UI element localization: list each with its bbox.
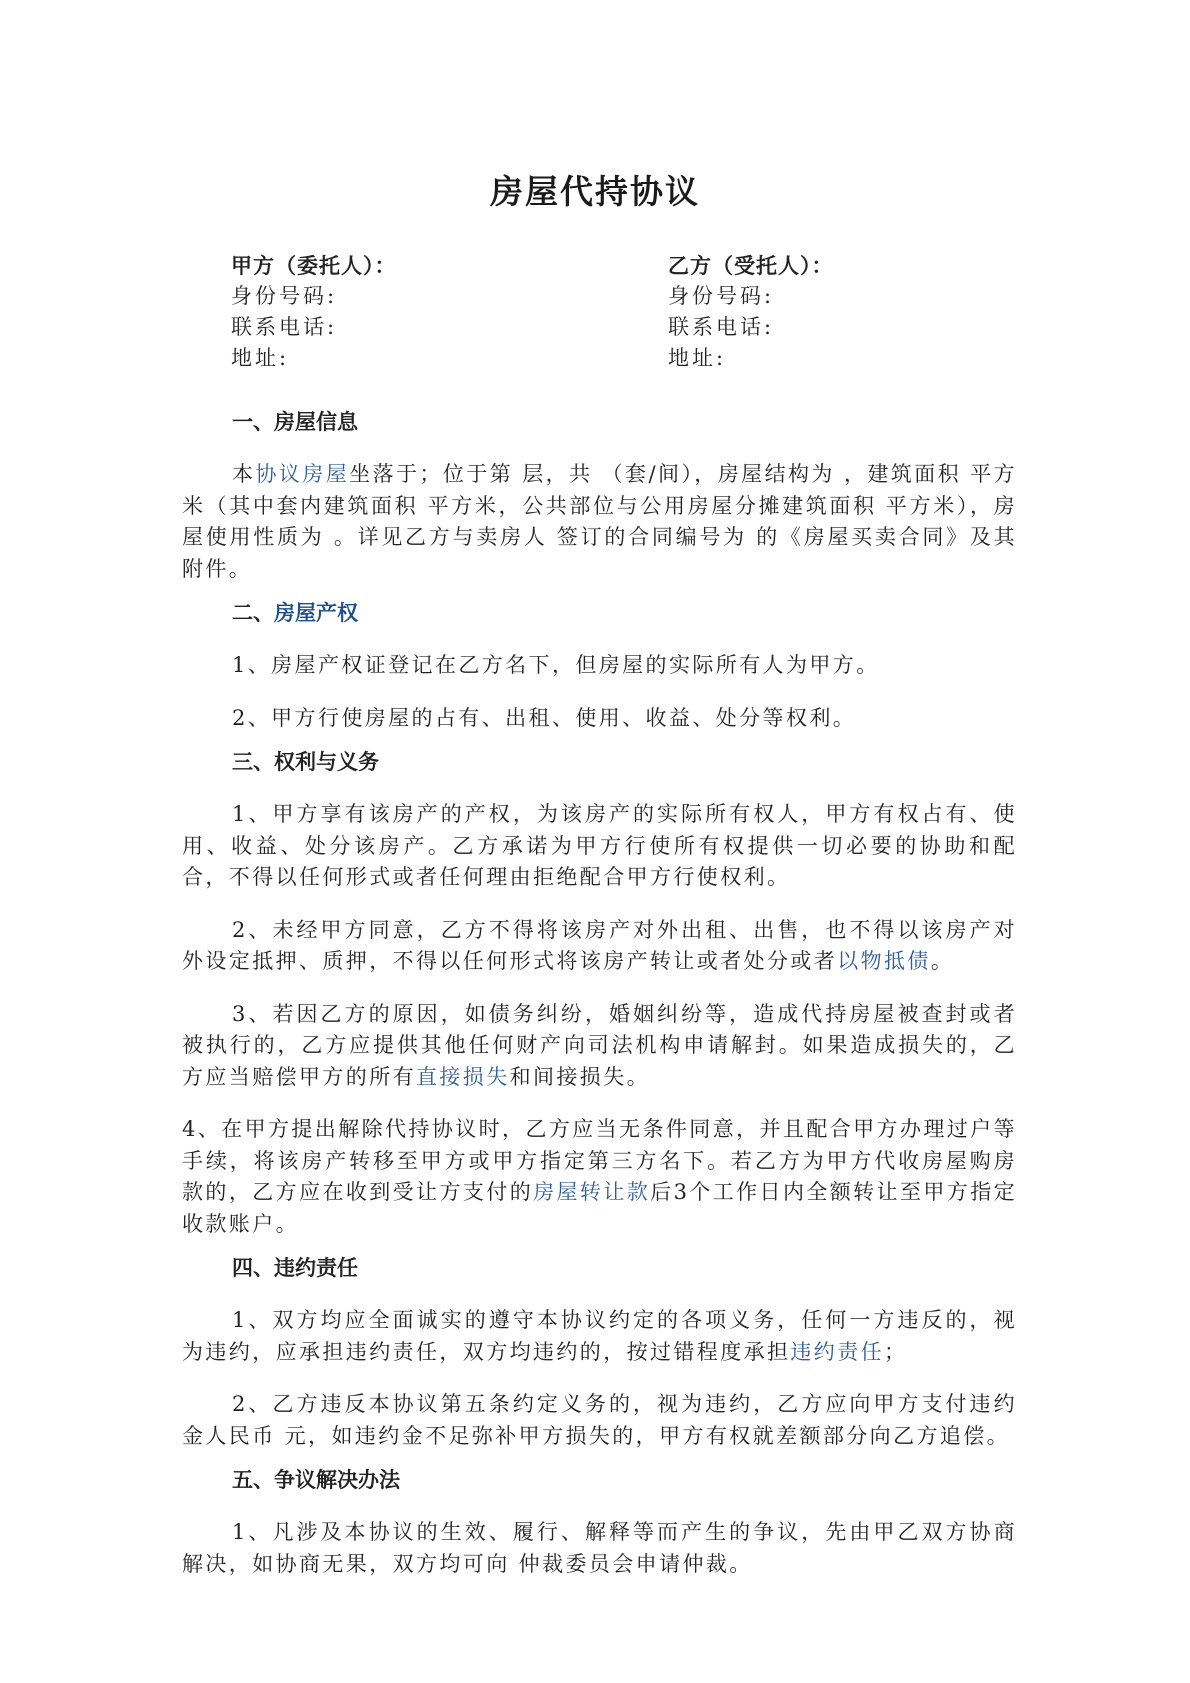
party-a-id-label: 身份号码: — [231, 284, 338, 308]
heading-prefix: 二、 — [232, 600, 274, 625]
rights-item-1: 1、甲方享有该房产的产权，为该房产的实际所有权人，甲方有权占有、使用、收益、处分该房产。乙方承诺为甲方行使所有权提供一切必要的协助和配合，不得以任何形式或者任何理由拒绝配合甲方行使权利。 — [182, 802, 1017, 889]
link-property-rights[interactable]: 房屋产权 — [274, 600, 358, 625]
party-a-block — [231, 250, 591, 374]
party-b-phone-label: 联系电话: — [668, 315, 775, 339]
party-b-id-label: 身份号码: — [668, 284, 775, 308]
property-rights-item-2: 2、甲方行使房屋的占有、出租、使用、收益、处分等权利。 — [232, 705, 857, 730]
rights-item-4 — [182, 1114, 1017, 1240]
text-span: 后3个工作日内全额转让至甲方指定收款账户。 — [182, 1180, 1018, 1236]
link-direct-loss[interactable]: 直接损失 — [416, 1064, 510, 1089]
party-b-heading: 乙方（受托人）： — [668, 253, 834, 278]
party-a-address-label: 地址: — [231, 346, 290, 370]
property-info-paragraph — [182, 459, 1017, 585]
link-agreement-property[interactable]: 协议房屋 — [255, 462, 350, 486]
rights-item-2 — [182, 915, 1017, 978]
link-transfer-payment[interactable]: 房屋转让款 — [533, 1180, 651, 1204]
text-span: 2、未经甲方同意，乙方不得将该房产对外出租、出售，也不得以该房产对外设定抵押、质押，不得以任何形式将该房产转让或者处分或者 — [182, 917, 1017, 973]
document-title: 房屋代持协议 — [490, 172, 700, 211]
text-span: 。 — [930, 949, 955, 973]
section-heading-property-rights — [182, 597, 1017, 629]
section-heading-breach-liability: 四、违约责任 — [232, 1255, 358, 1280]
document-body — [182, 406, 1017, 1592]
text-span: 和间接损失。 — [509, 1064, 651, 1089]
party-b-address-label: 地址: — [668, 346, 727, 370]
text-span: 本 — [232, 462, 256, 486]
breach-item-2: 2、乙方违反本协议第五条约定义务的，视为违约，乙方应向甲方支付违约金人民币 元，如违约金不足弥补甲方损失的，甲方有权就差额部分向乙方追偿。 — [182, 1392, 1017, 1448]
link-debt-in-kind[interactable]: 以物抵债 — [837, 949, 931, 973]
text-span: 3、若因乙方的原因，如债务纠纷，婚姻纠纷等，造成代持房屋被查封或者被执行的，乙方应提供其他任何财产向司法机构申请解封。如果造成损失的，乙方应当赔偿甲方的所有 — [182, 1001, 1017, 1089]
party-b-block — [668, 250, 1028, 374]
text-span: 4、在甲方提出解除代持协议时，乙方应当无条件同意，并且配合甲方办理过户等手续，将该房产转移至甲方或甲方指定第三方名下。若乙方为甲方代收房屋购房款的，乙方应在收到受让方支付的 — [182, 1117, 1017, 1204]
section-heading-property-info: 一、房屋信息 — [232, 409, 358, 434]
link-breach-liability[interactable]: 违约责任 — [790, 1339, 885, 1364]
rights-item-3 — [182, 999, 1017, 1094]
property-rights-item-1: 1、房屋产权证登记在乙方名下，但房屋的实际所有人为甲方。 — [232, 653, 880, 677]
text-span: 坐落于；位于第 层，共 （套/间），房屋结构为 ，建筑面积 平方米（其中套内建筑面积 平方米，公共部位与公用房屋分摊建筑面积 平方米），房屋使用性质为 。详见乙方与卖房人 签订的合同编号为 的《房屋买卖合同》及其附件。 — [182, 462, 1017, 581]
text-span: ； — [884, 1339, 908, 1364]
party-a-heading: 甲方（委托人）： — [231, 253, 397, 278]
dispute-item-1: 1、凡涉及本协议的生效、履行、解释等而产生的争议，先由甲乙双方协商解决，如协商无果，双方均可向 仲裁委员会申请仲裁。 — [182, 1520, 1017, 1576]
party-a-phone-label: 联系电话: — [231, 315, 338, 339]
section-heading-rights-obligations: 三、权利与义务 — [232, 749, 379, 774]
section-heading-dispute-resolution: 五、争议解决办法 — [232, 1467, 400, 1492]
breach-item-1 — [182, 1305, 1017, 1368]
text-span: 1、双方均应全面诚实的遵守本协议约定的各项义务，任何一方违反的，视为违约，应承担违约责任，双方均违约的，按过错程度承担 — [182, 1308, 1017, 1364]
